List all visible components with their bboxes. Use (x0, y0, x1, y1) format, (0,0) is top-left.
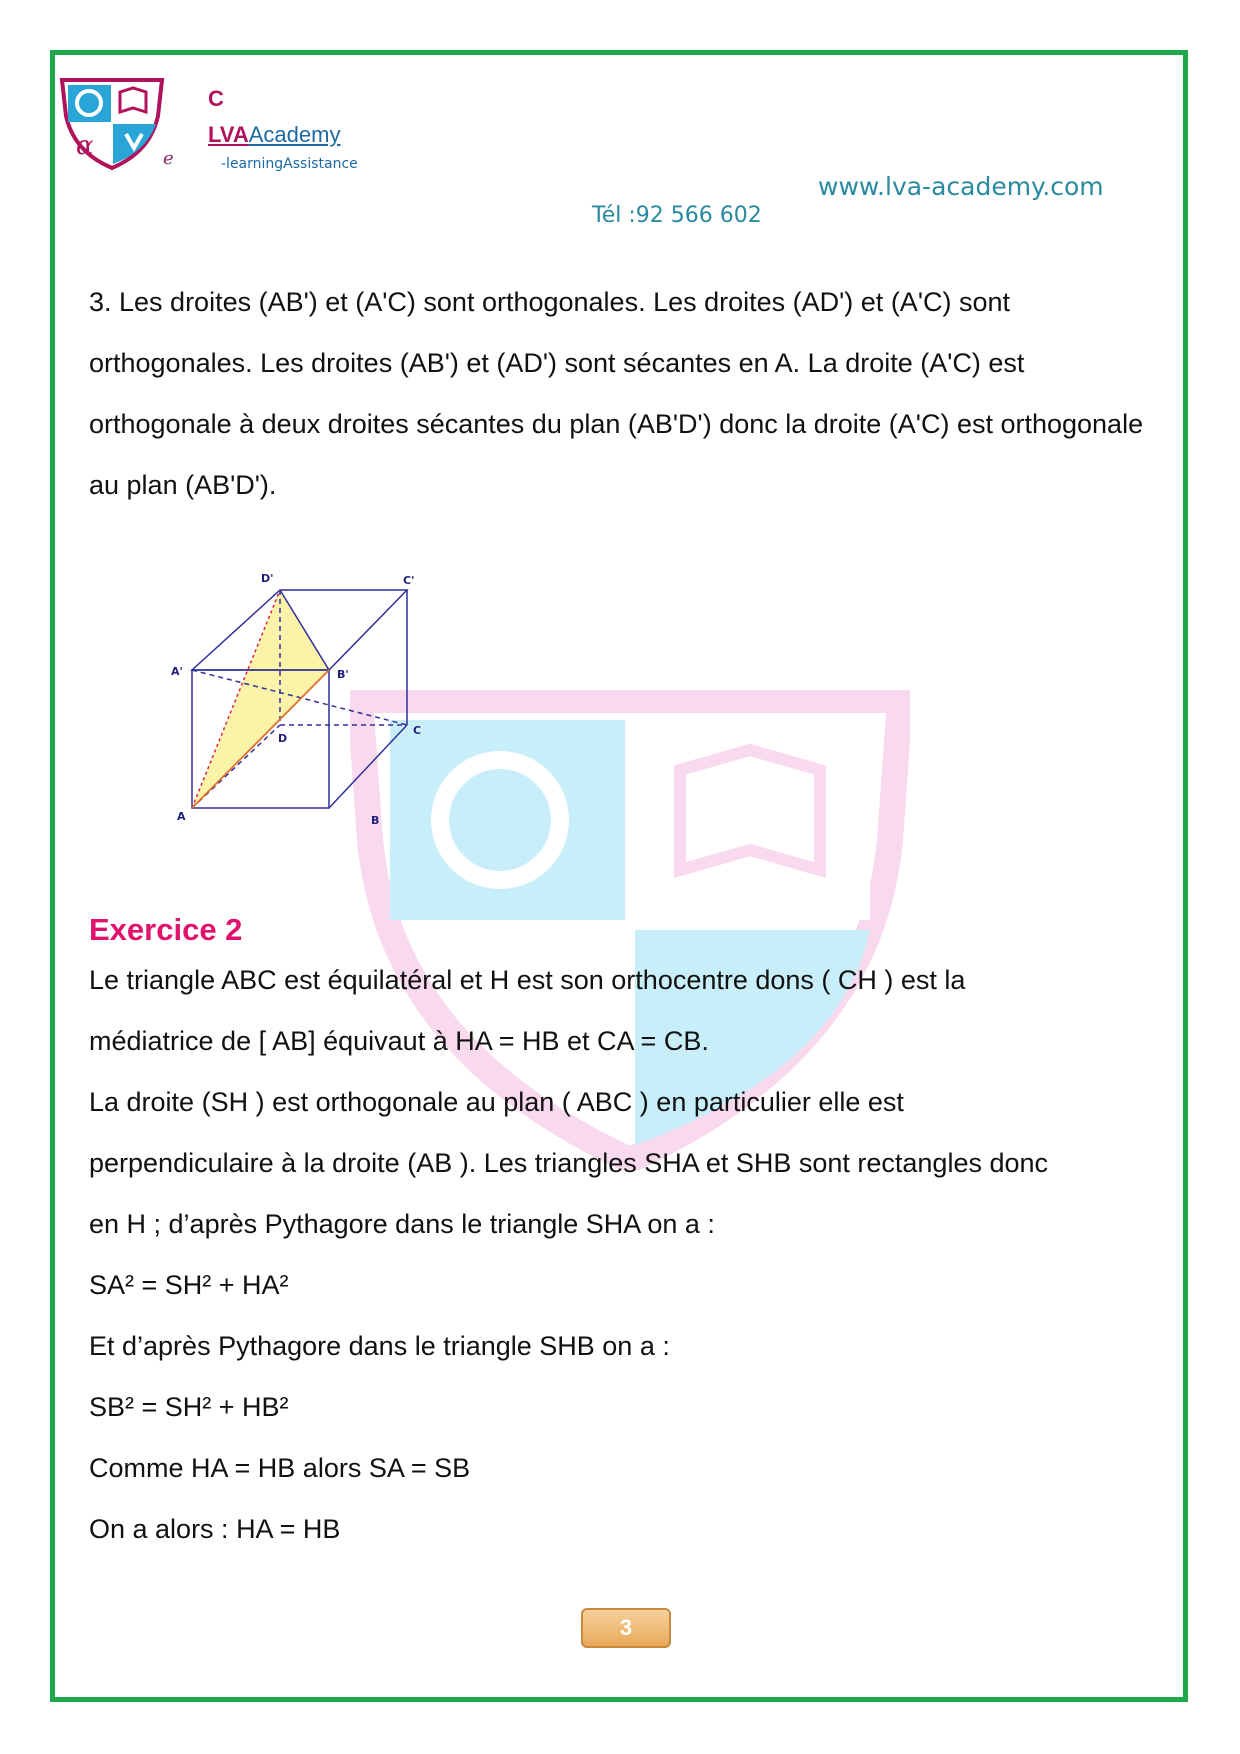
label-c: C (413, 724, 422, 737)
exercise2-line: en H ; d’après Pythagore dans le triangle SHA on a : (89, 1209, 715, 1239)
back-edge-bottom (329, 725, 407, 808)
phone-number: Tél :92 566 602 (592, 203, 762, 228)
label-b: B (371, 814, 380, 827)
exercise2-line: La droite (SH ) est orthogonale au plan ( ABC ) en particulier elle est (89, 1087, 904, 1117)
brand-name[interactable] (208, 122, 340, 148)
section3-text: 3. Les droites (AB') et (A'C) sont orthogonales. Les droites (AD') et (A'C) sont orthogonales. Les droites (AB') et (AD') sont sécantes en A. La droite (A'C) est orthogonale à deux droites sécantes du plan (AB'D') donc la droite (A'C) est orthogonale au plan (AB'D'). (89, 287, 1144, 500)
plane-ab-d-triangle (192, 590, 329, 808)
label-d-prime: D' (261, 572, 274, 585)
logo-e-letter: e (163, 148, 174, 169)
label-a: A (177, 810, 186, 823)
exercise2-title: Exercice 2 (89, 912, 243, 947)
tagline: -learningAssistance (221, 156, 358, 172)
exercise2-line: Et d’après Pythagore dans le triangle SHB on a : (89, 1331, 670, 1361)
label-c-prime: C' (403, 574, 415, 587)
brand-lva: LVA (208, 122, 249, 147)
exercise2-line: médiatrice de [ AB] équivaut à HA = HB et CA = CB. (89, 1026, 709, 1056)
logo-c-letter: C (208, 86, 224, 111)
equation-sa: SA² = SH² + HA² (89, 1270, 289, 1300)
label-b-prime: B' (337, 668, 349, 681)
equation-sb: SB² = SH² + HB² (89, 1392, 289, 1422)
brand-academy: Academy (248, 122, 341, 147)
page-number: 3 (581, 1608, 671, 1648)
exercise2-line: perpendiculaire à la droite (AB ). Les triangles SHA et SHB sont rectangles donc (89, 1148, 1049, 1178)
svg-text:α: α (76, 131, 94, 161)
lva-logo-icon (58, 76, 166, 172)
exercise2-line: On a alors : HA = HB (89, 1514, 341, 1544)
exercise2-line: Le triangle ABC est équilatéral et H est son orthocentre dons ( CH ) est la (89, 965, 966, 995)
website-link[interactable]: www.lva-academy.com (818, 172, 1104, 201)
exercise2-line: Comme HA = HB alors SA = SB (89, 1453, 471, 1483)
label-a-prime: A' (171, 665, 183, 678)
cube-figure (165, 522, 480, 827)
label-d: D (278, 732, 288, 745)
